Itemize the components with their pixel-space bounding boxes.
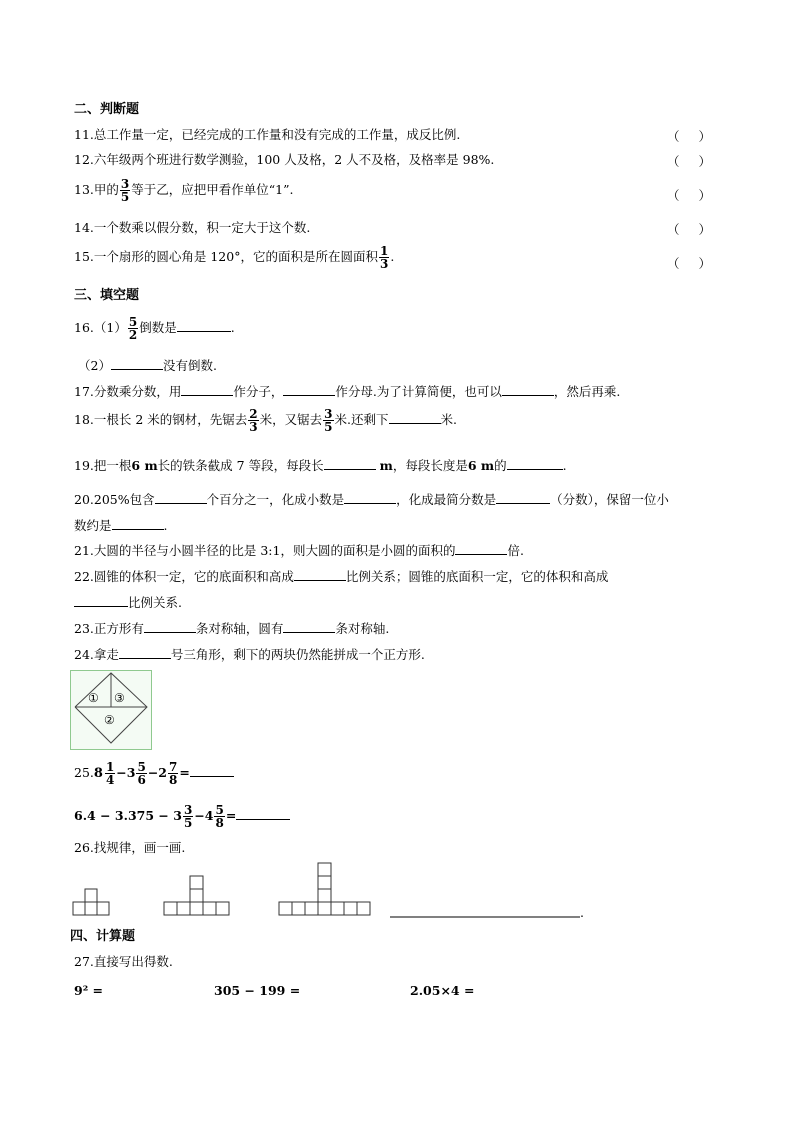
question-17: 17.分数乘分数，用 作分子， 作分母.为了计算简便，也可以 ，然后再乘. bbox=[74, 384, 621, 399]
question-22: 22.圆锥的体积一定，它的底面积和高成 比例关系；圆锥的底面积一定，它的体积和高成 bbox=[74, 569, 609, 584]
calc-item-2: 305 − 199 = bbox=[214, 983, 301, 998]
question-21: 21.大圆的半径与小圆半径的比是 3:1，则大圆的面积是小圆的面积的 倍. bbox=[74, 543, 524, 558]
question-11: 11.总工作量一定，已经完成的工作量和没有完成的工作量，成反比例. bbox=[74, 127, 461, 142]
triangle-label-2: ② bbox=[104, 713, 115, 727]
triangle-label-3: ③ bbox=[114, 691, 125, 705]
answer-blank[interactable] bbox=[236, 807, 290, 820]
question-25a: 25. 8 $\frac{1}{4}$ −3 $\frac{5}{6}$ −2 $\frac{7}{8}$ = bbox=[74, 761, 234, 786]
answer-paren-15[interactable]: （ ） bbox=[667, 256, 711, 271]
answer-blank[interactable] bbox=[190, 764, 234, 777]
fraction: $\frac{5}{2}$ bbox=[128, 315, 138, 342]
question-27: 27.直接写出得数. bbox=[74, 954, 173, 969]
question-19: 19.把一根6 m长的铁条截成 7 等段，每段长 m，每段长度是6 m的 . bbox=[74, 458, 567, 473]
answer-paren-14[interactable]: （ ） bbox=[667, 222, 711, 237]
answer-blank[interactable] bbox=[324, 457, 376, 470]
triangle-label-1: ① bbox=[88, 691, 99, 705]
question-26: 26.找规律，画一画. bbox=[74, 840, 186, 855]
answer-paren-11[interactable]: （ ） bbox=[667, 129, 711, 144]
question-15: 15.一个扇形的圆心角是 120°，它的面积是所在圆面积 $\frac{1}{3}$ . bbox=[74, 244, 395, 271]
answer-blank[interactable] bbox=[502, 383, 554, 396]
fraction: $\frac{2}{3}$ bbox=[249, 407, 258, 434]
answer-blank[interactable] bbox=[283, 383, 335, 396]
question-14: 14.一个数乘以假分数，积一定大于这个数. bbox=[74, 220, 311, 235]
section-title-calc: 四、计算题 bbox=[70, 929, 136, 944]
calc-item-1: 9² = bbox=[74, 983, 103, 998]
fraction: $\frac{1}{3}$ bbox=[379, 244, 389, 271]
calc-item-3: 2.05×4 = bbox=[410, 983, 475, 998]
answer-blank[interactable] bbox=[283, 620, 335, 633]
answer-blank[interactable] bbox=[181, 383, 233, 396]
question-23: 23.正方形有 条对称轴，圆有 条对称轴. bbox=[74, 621, 390, 636]
section-title-fill: 三、填空题 bbox=[74, 288, 140, 303]
answer-blank[interactable] bbox=[507, 457, 563, 470]
answer-blank[interactable] bbox=[111, 357, 163, 370]
answer-blank[interactable] bbox=[496, 491, 550, 504]
answer-blank[interactable] bbox=[294, 568, 346, 581]
answer-blank[interactable] bbox=[177, 319, 231, 332]
question-13: 13.甲的 $\frac{3}{5}$ 等于乙，应把甲看作单位“1”. bbox=[74, 177, 294, 204]
question-16b: （2） 没有倒数. bbox=[78, 358, 217, 373]
answer-blank[interactable] bbox=[455, 542, 507, 555]
answer-blank[interactable] bbox=[144, 620, 196, 633]
answer-blank[interactable] bbox=[344, 491, 396, 504]
question-18: 18.一根长 2 米的钢材，先锯去 $\frac{2}{3}$ 米，又锯去 $\frac{3}{5}$ 米.还剩下 米. bbox=[74, 407, 457, 434]
answer-blank[interactable] bbox=[155, 491, 207, 504]
answer-paren-12[interactable]: （ ） bbox=[667, 154, 711, 169]
answer-blank[interactable] bbox=[74, 594, 128, 607]
answer-blank[interactable] bbox=[119, 646, 171, 659]
section-title-judgement: 二、判断题 bbox=[74, 102, 140, 117]
fraction: $\frac{3}{5}$ bbox=[324, 407, 333, 434]
question-25b: 6.4 − 3.375 − 3 $\frac{3}{5}$ −4 $\frac{5}{8}$ = bbox=[74, 804, 290, 829]
question-20-cont: 数约是 . bbox=[74, 518, 168, 533]
question-24: 24.拿走 号三角形，剩下的两块仍然能拼成一个正方形. bbox=[74, 647, 425, 662]
answer-paren-13[interactable]: （ ） bbox=[667, 188, 711, 203]
question-22-cont: 比例关系. bbox=[74, 594, 182, 611]
answer-blank[interactable] bbox=[389, 411, 441, 424]
square-triangles-figure bbox=[70, 670, 152, 750]
question-12: 12.六年级两个班进行数学测验，100 人及格，2 人不及格，及格率是 98%. bbox=[74, 152, 495, 167]
question-20: 20.205%包含 个百分之一，化成小数是 ，化成最简分数是 （分数），保留一位小 bbox=[74, 492, 669, 507]
fraction: $\frac{3}{5}$ bbox=[120, 177, 130, 204]
question-16a: 16.（1） $\frac{5}{2}$ 倒数是 . bbox=[74, 315, 235, 342]
pattern-figure bbox=[60, 860, 620, 920]
answer-blank[interactable] bbox=[112, 517, 164, 530]
